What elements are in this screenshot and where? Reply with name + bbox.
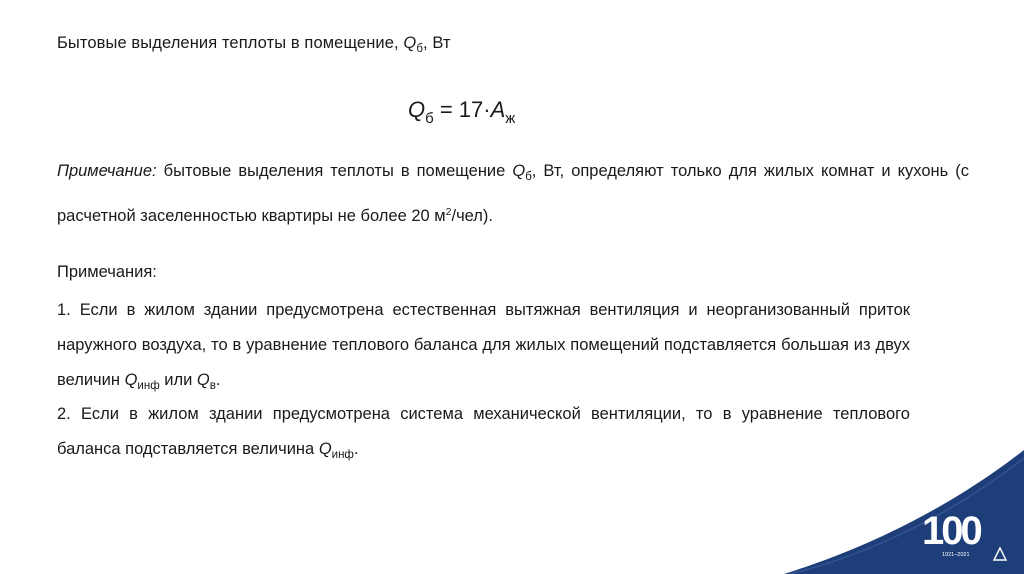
- formula-a-symbol: A: [490, 97, 506, 122]
- item2-q-subscript: инф: [331, 449, 354, 461]
- formula-dot: ·: [483, 97, 491, 122]
- item1-q2-subscript: в: [209, 380, 216, 392]
- item1-q1-symbol: Q: [124, 371, 138, 389]
- formula-q-subscript: б: [425, 110, 434, 127]
- formula-q-symbol: Q: [408, 97, 426, 122]
- formula-a-subscript: ж: [505, 110, 516, 127]
- note-text-2: , Вт, определяют только для жилых комнат и кухонь (с расчетной заселенностью квартиры не более 20 м: [57, 162, 969, 225]
- item1-q1-subscript: инф: [137, 380, 160, 392]
- anniversary-logo-corner: [784, 450, 1024, 574]
- heading-q-symbol: Q: [403, 34, 417, 52]
- notes-item-2: [57, 397, 910, 473]
- item1-mid: или: [159, 371, 197, 389]
- item2-end: .: [353, 440, 359, 458]
- note-text-3: /чел).: [451, 207, 494, 225]
- item1-q2-symbol: Q: [196, 371, 210, 389]
- logo-number: 100: [922, 509, 980, 553]
- heading-text: Бытовые выделения теплоты в помещение,: [57, 34, 404, 52]
- note-text-1: бытовые выделения теплоты в помещение: [156, 162, 513, 180]
- main-formula: [408, 97, 515, 127]
- logo-years: 1921–2021: [942, 552, 970, 558]
- item1-text: 1. Если в жилом здании предусмотрена естественная вытяжная вентиляция и неорганизованный приток наружного воздуха, то в уравнение теплового баланса для жилых помещений подставляется большая из двух величин: [57, 301, 910, 389]
- formula-equals-coef: = 17: [433, 97, 484, 122]
- notes-title: Примечания:: [57, 263, 157, 281]
- item2-q-symbol: Q: [318, 440, 332, 458]
- note-paragraph: [57, 154, 969, 234]
- notes-item-1: [57, 293, 910, 404]
- item2-text: 2. Если в жилом здании предусмотрена система механической вентиляции, то в уравнение теплового баланса подставляется величина: [57, 405, 910, 458]
- item1-end: .: [215, 371, 221, 389]
- heading-q-subscript: б: [416, 43, 424, 55]
- note-q-symbol: Q: [512, 162, 526, 180]
- note-superscript: 2: [445, 206, 452, 218]
- note-label: Примечание:: [57, 162, 157, 180]
- heading-unit: , Вт: [423, 34, 451, 52]
- note-q-subscript: б: [525, 171, 532, 183]
- slide-heading: [57, 34, 451, 55]
- corner-wave: [784, 450, 1024, 574]
